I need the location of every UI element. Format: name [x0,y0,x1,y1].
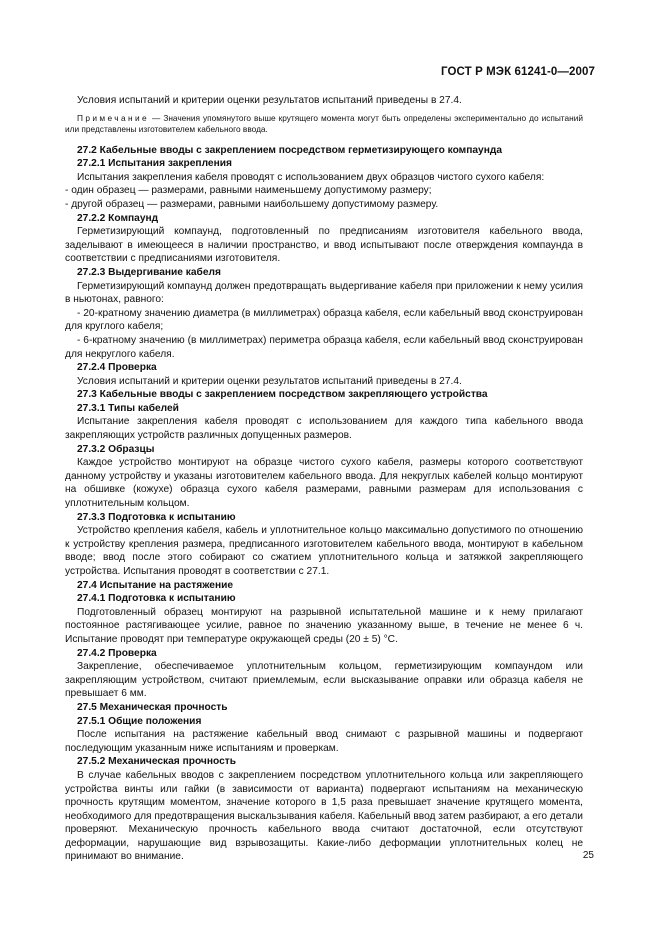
body-paragraph: После испытания на растяжение кабельный ввод снимают с разрывной машины и подвергают последующим указанным ниже испытаниям и проверкам. [65,729,583,754]
body-paragraph: - 6-кратному значению (в миллиметрах) периметра образца кабеля, если кабельный ввод сконструирован для некруглого кабеля. [65,334,583,360]
section-blocks [65,144,583,864]
body-paragraph: Испытания закрепления кабеля проводят с использованием двух образцов чистого сухого кабеля: [77,171,545,183]
section-heading: 27.3.1 Типы кабелей [77,402,179,414]
section-heading: 27.5 Механическая прочность [77,701,228,713]
page-number: 25 [582,850,594,861]
section-heading: 27.2.1 Испытания закрепления [77,158,232,170]
document-header: ГОСТ Р МЭК 61241-0—2007 [441,66,595,78]
section-heading: 27.4.1 Подготовка к испытанию [77,593,236,605]
body-paragraph: - 20-кратному значению диаметра (в миллиметрах) образца кабеля, если кабельный ввод сконструирован для круглого кабеля; [65,307,583,333]
body-paragraph: Устройство крепления кабеля, кабель и уплотнительное кольцо максимально допустимого по отношению к устройству крепления размера, предписанного изготовителем кабельного ввода, монтируют в кабельном вводе; ввод после этого собирают со сжатием уплотнительного кольца и затяжкой закрепляющего устройства. Испытания проводят в соответствии с 27.1. [65,525,583,577]
body-paragraph: Условия испытаний и критерии оценки результатов испытаний приведены в 27.4. [77,375,462,387]
section-heading: 27.3.2 Образцы [77,443,155,455]
note-label: Примечание [77,112,150,123]
section-heading: 27.2.4 Проверка [77,362,157,374]
section-heading: 27.2.2 Компаунд [77,212,159,224]
note-text: — Значения упомянутого выше крутящего момента могут быть определены экспериментально до испытаний или представлены изготовителем кабельного ввода. [65,112,583,134]
intro-paragraph: Условия испытаний и критерии оценки результатов испытаний приведены в 27.4. [77,95,462,106]
page-body [65,94,583,864]
body-paragraph: Герметизирующий компаунд, подготовленный по предписаниям изготовителя кабельного ввода, заделывают в имеющееся в наличии пространство, и ввод испытывают после отверждения компаунда в соответствии с предписаниями изготовителя. [65,226,583,265]
list-item: - другой образец — размерами, равными наибольшему допустимому размеру. [65,198,439,210]
section-heading: 27.4.2 Проверка [77,647,157,659]
body-paragraph: Закрепление, обеспечиваемое уплотнительным кольцом, герметизирующим компаундом или закрепляющим устройством, считают приемлемым, если высказывание оправки или образца кабеля не превышает 6 мм. [65,661,583,700]
list-item: - один образец — размерами, равными наименьшему допустимому размеру; [65,185,432,197]
body-paragraph: Испытание закрепления кабеля проводят с использованием для каждого типа кабельного ввода закрепляющих устройств различных допущенных размеров. [65,416,583,442]
section-heading: 27.2.3 Выдергивание кабеля [77,266,221,278]
section-heading: 27.3 Кабельные вводы с закреплением посредством закрепляющего устройства [77,389,488,401]
body-paragraph: Каждое устройство монтируют на образце чистого сухого кабеля, размеры которого соответствуют данному устройству и указаны изготовителем кабельного ввода. Для некруглых кабелей кольцо монтируют на обшивке (кожухе) образца сухого кабеля размерами, равными размерам для использования с уплотнительным кольцом. [65,457,583,510]
body-paragraph: Подготовленный образец монтируют на разрывной испытательной машине и к нему прилагают постоянное растягивающее усилие, равное по значению указанному выше, в течение не менее 6 ч. Испытание проводят при температуре окружающей среды (20 ± 5) °С. [65,606,583,645]
section-heading: 27.3.3 Подготовка к испытанию [77,511,236,523]
section-heading: 27.4 Испытание на растяжение [77,579,234,591]
section-heading: 27.2 Кабельные вводы с закреплением посредством герметизирующего компаунда [77,144,502,156]
section-heading: 27.5.1 Общие положения [77,715,202,727]
body-paragraph: В случае кабельных вводов с закреплением посредством уплотнительного кольца или закрепляющего устройства винты или гайки (в зависимости от варианта) подвергают испытаниям на механическую прочность крутящим моментом, значение которого в 1,5 раза превышает значение крутящего момента, необходимого для предотвращения выскальзывания кабеля. Кабельный ввод затем разбирают, а его детали проверяют. Механическую прочность кабельного ввода считают достаточной, если отсутствуют деформации, нарушающие вид взрывозащиты. Какие-либо деформации уплотнительных колец не принимают во внимание. [65,769,583,863]
note [65,113,583,135]
section-heading: 27.5.2 Механическая прочность [77,756,236,768]
body-paragraph: Герметизирующий компаунд должен предотвращать выдергивание кабеля при приложении к нему усилия в ньютонах, равного: [65,280,583,306]
